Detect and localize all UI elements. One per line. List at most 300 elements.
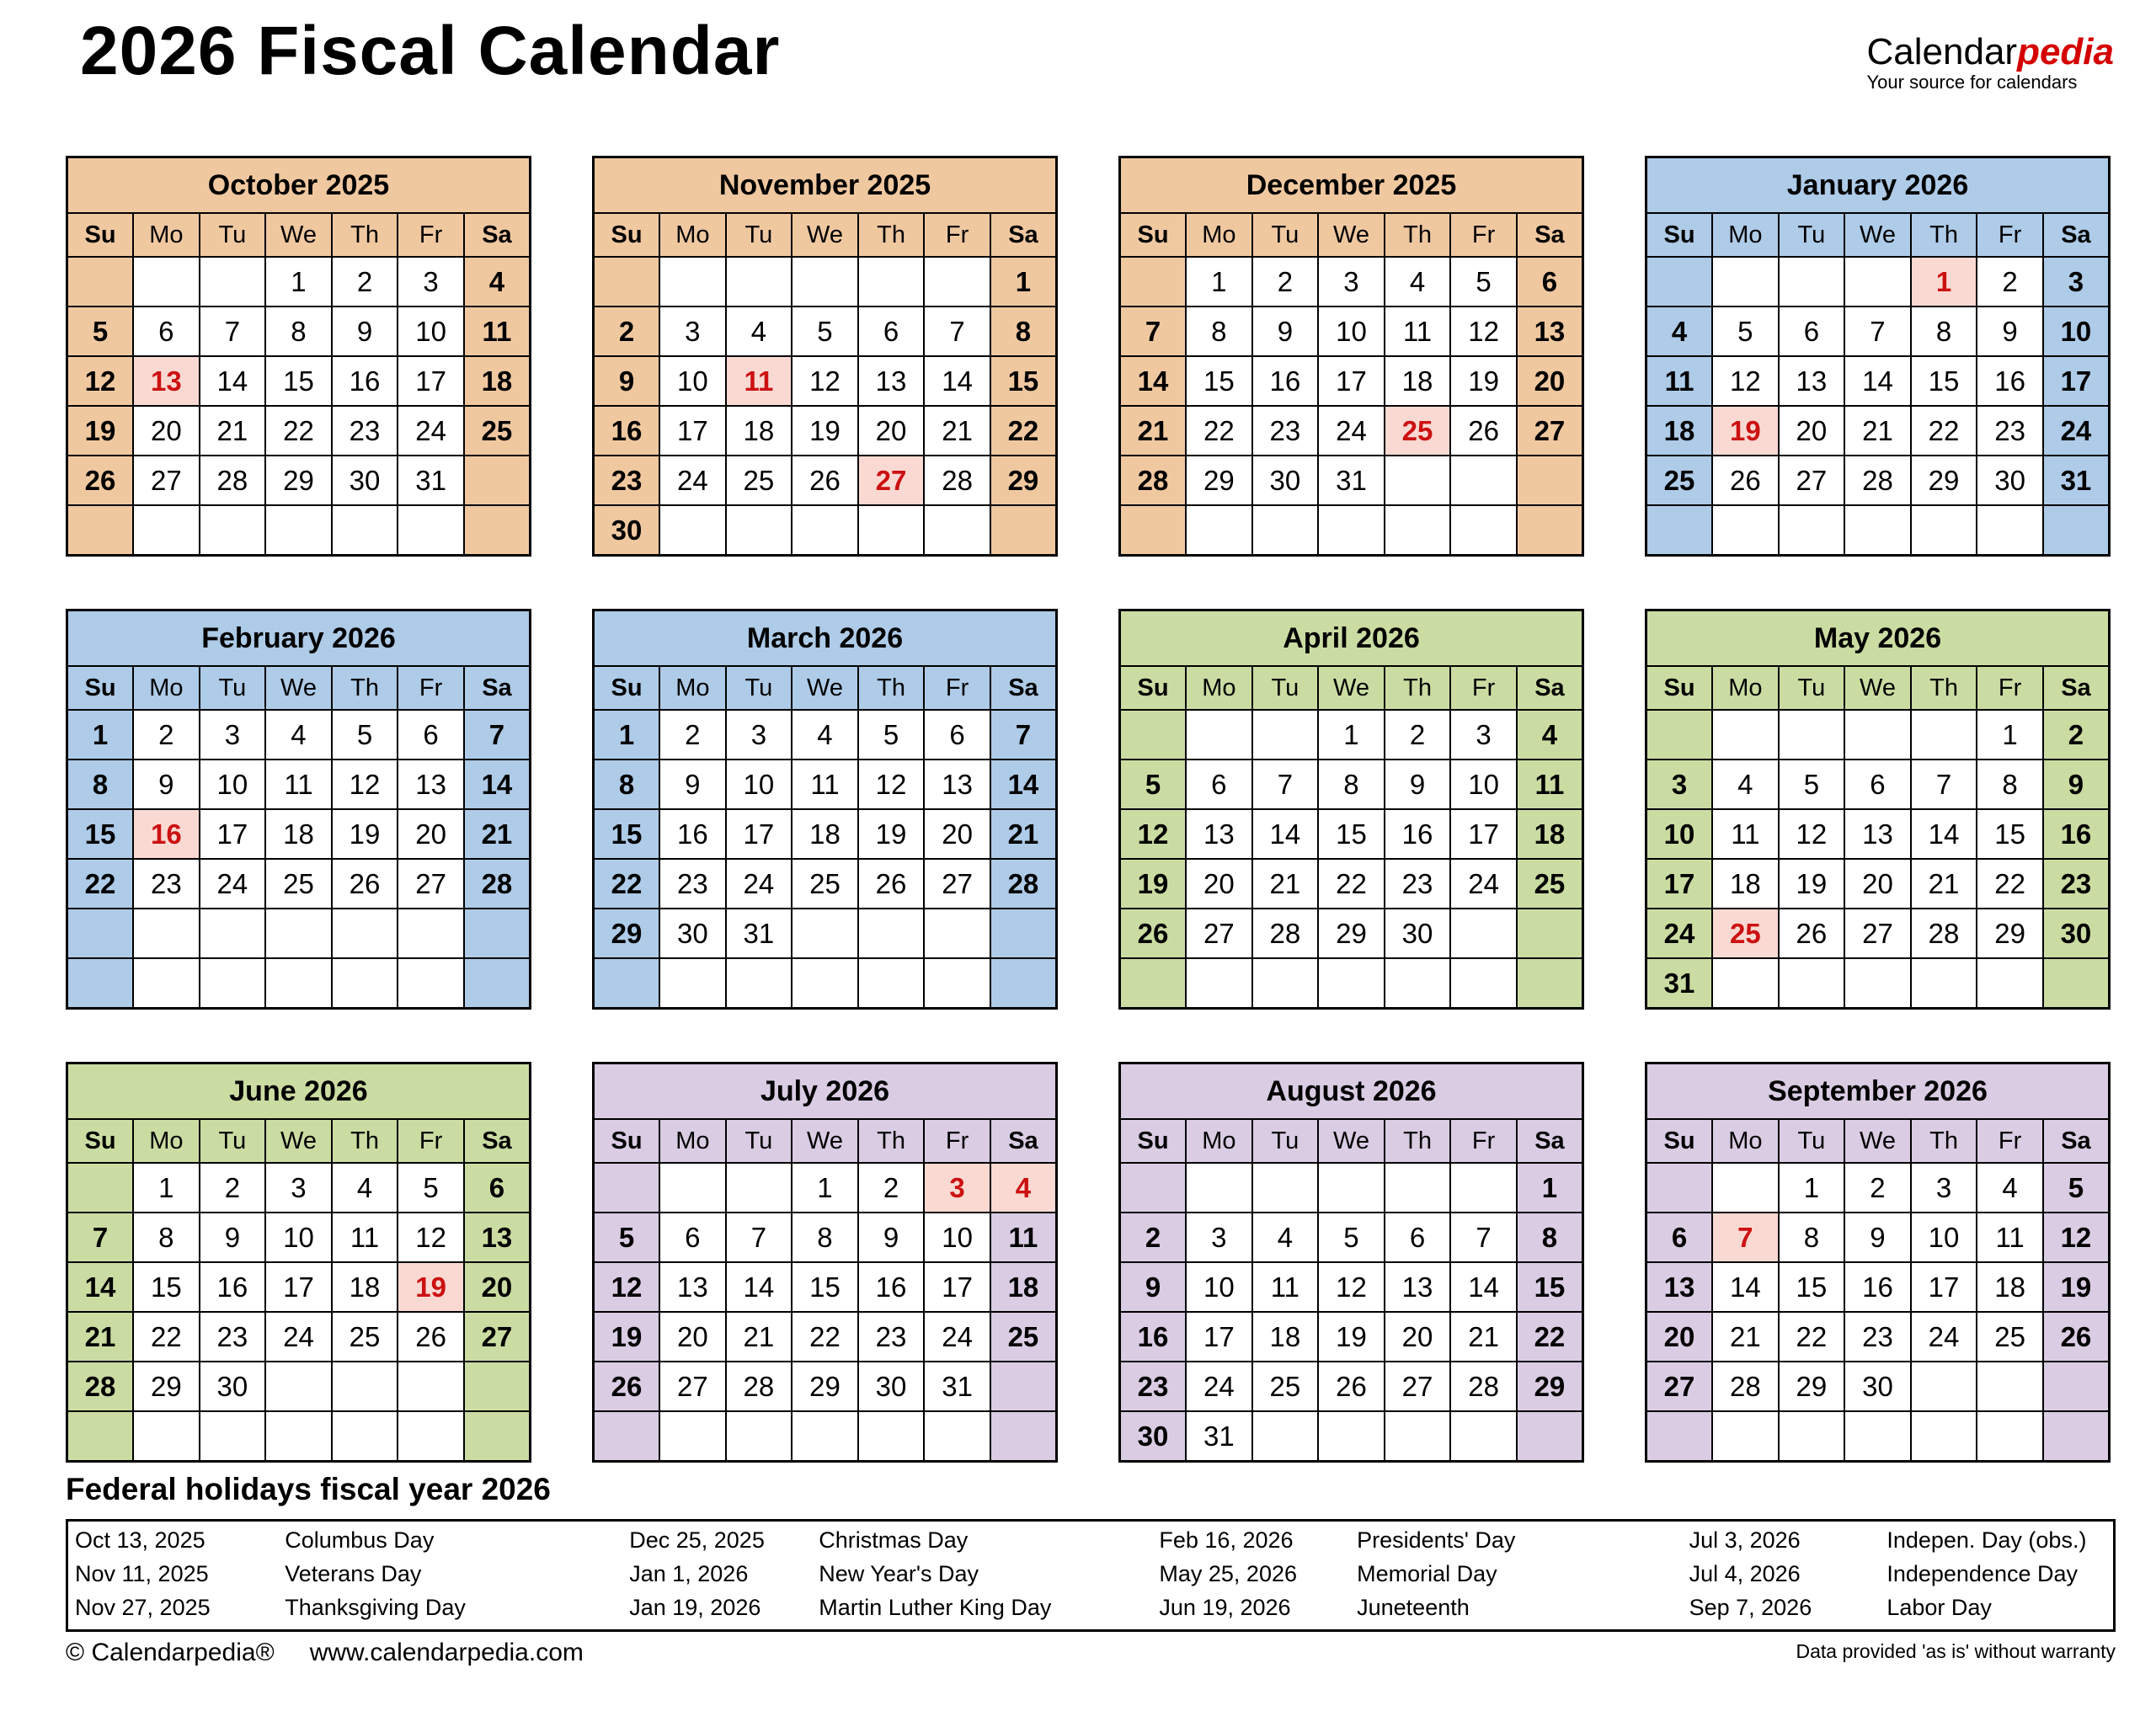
empty-day-cell bbox=[1318, 1411, 1385, 1462]
logo-brand-black: Calendar bbox=[1866, 31, 2018, 72]
week-row bbox=[594, 1312, 1057, 1362]
week-row bbox=[67, 1312, 531, 1362]
empty-day-cell bbox=[2043, 1362, 2110, 1411]
empty-day-cell bbox=[464, 456, 531, 505]
day-cell: 3 bbox=[726, 710, 792, 760]
day-cell: 18 bbox=[464, 356, 531, 406]
day-cell: 26 bbox=[2043, 1312, 2110, 1362]
day-cell: 15 bbox=[133, 1262, 200, 1312]
day-cell: 11 bbox=[726, 356, 792, 406]
empty-day-cell bbox=[1911, 1411, 1977, 1462]
week-row bbox=[1646, 859, 2110, 909]
month-title-row bbox=[67, 1063, 531, 1120]
empty-day-cell bbox=[67, 1163, 134, 1213]
day-cell: 9 bbox=[1120, 1262, 1187, 1312]
day-cell: 28 bbox=[1844, 456, 1911, 505]
weekday-we: We bbox=[792, 666, 858, 710]
month-body bbox=[1120, 257, 1583, 556]
week-row bbox=[67, 406, 531, 456]
day-cell: 18 bbox=[990, 1262, 1057, 1312]
week-row bbox=[1120, 1213, 1583, 1262]
day-cell: 7 bbox=[726, 1213, 792, 1262]
day-cell: 18 bbox=[1252, 1312, 1319, 1362]
empty-day-cell bbox=[659, 257, 726, 306]
empty-day-cell bbox=[858, 1411, 925, 1462]
day-cell: 13 bbox=[1646, 1262, 1713, 1312]
week-row bbox=[1120, 356, 1583, 406]
weekday-th: Th bbox=[332, 666, 398, 710]
day-cell: 19 bbox=[1318, 1312, 1385, 1362]
day-cell: 4 bbox=[1712, 760, 1779, 809]
empty-day-cell bbox=[464, 958, 531, 1009]
day-cell: 12 bbox=[594, 1262, 660, 1312]
weekday-su: Su bbox=[594, 666, 660, 710]
day-cell: 2 bbox=[332, 257, 398, 306]
week-row bbox=[594, 1163, 1057, 1213]
empty-day-cell bbox=[594, 1411, 660, 1462]
day-cell: 18 bbox=[1712, 859, 1779, 909]
holidays-title: Federal holidays fiscal year 2026 bbox=[66, 1472, 551, 1506]
month-title: April 2026 bbox=[1120, 610, 1583, 667]
day-cell: 9 bbox=[1844, 1213, 1911, 1262]
day-cell: 8 bbox=[990, 306, 1057, 356]
empty-day-cell bbox=[659, 505, 726, 556]
month-body bbox=[594, 1163, 1057, 1462]
day-cell: 20 bbox=[1517, 356, 1583, 406]
weekday-su: Su bbox=[594, 213, 660, 257]
weekday-header-row bbox=[67, 666, 531, 710]
empty-day-cell bbox=[659, 958, 726, 1009]
day-cell: 6 bbox=[924, 710, 990, 760]
empty-day-cell bbox=[1186, 958, 1252, 1009]
day-cell: 20 bbox=[1844, 859, 1911, 909]
weekday-su: Su bbox=[1120, 1119, 1187, 1163]
day-cell: 19 bbox=[2043, 1262, 2110, 1312]
empty-day-cell bbox=[1646, 710, 1713, 760]
day-cell: 14 bbox=[1911, 809, 1977, 859]
day-cell: 19 bbox=[1450, 356, 1517, 406]
weekday-tu: Tu bbox=[200, 1119, 266, 1163]
holiday-name: Juneteenth bbox=[1357, 1595, 1470, 1620]
day-cell: 9 bbox=[200, 1213, 266, 1262]
empty-day-cell bbox=[398, 909, 464, 958]
empty-day-cell bbox=[2043, 1411, 2110, 1462]
empty-day-cell bbox=[200, 958, 266, 1009]
weekday-fr: Fr bbox=[924, 213, 990, 257]
empty-day-cell bbox=[858, 505, 925, 556]
day-cell: 2 bbox=[1844, 1163, 1911, 1213]
weekday-we: We bbox=[265, 1119, 332, 1163]
empty-day-cell bbox=[398, 1411, 464, 1462]
day-cell: 19 bbox=[1712, 406, 1779, 456]
day-cell: 25 bbox=[265, 859, 332, 909]
day-cell: 28 bbox=[1712, 1362, 1779, 1411]
day-cell: 25 bbox=[464, 406, 531, 456]
day-cell: 22 bbox=[1517, 1312, 1583, 1362]
week-row bbox=[1646, 1312, 2110, 1362]
day-cell: 30 bbox=[1252, 456, 1319, 505]
day-cell: 7 bbox=[1252, 760, 1319, 809]
day-cell: 20 bbox=[1779, 406, 1845, 456]
week-row bbox=[1646, 909, 2110, 958]
day-cell: 15 bbox=[990, 356, 1057, 406]
day-cell: 11 bbox=[792, 760, 858, 809]
day-cell: 24 bbox=[659, 456, 726, 505]
day-cell: 8 bbox=[133, 1213, 200, 1262]
day-cell: 17 bbox=[200, 809, 266, 859]
day-cell: 28 bbox=[67, 1362, 134, 1411]
week-row bbox=[67, 760, 531, 809]
month-title: February 2026 bbox=[67, 610, 531, 667]
day-cell: 29 bbox=[1977, 909, 2043, 958]
holiday-date: Nov 27, 2025 bbox=[75, 1595, 211, 1620]
day-cell: 11 bbox=[1385, 306, 1451, 356]
month-calendar bbox=[66, 1062, 531, 1463]
copyright bbox=[66, 1639, 584, 1667]
day-cell: 16 bbox=[594, 406, 660, 456]
empty-day-cell bbox=[1450, 456, 1517, 505]
day-cell: 4 bbox=[1977, 1163, 2043, 1213]
day-cell: 8 bbox=[1911, 306, 1977, 356]
day-cell: 8 bbox=[792, 1213, 858, 1262]
week-row bbox=[67, 1163, 531, 1213]
day-cell: 17 bbox=[659, 406, 726, 456]
day-cell: 19 bbox=[1120, 859, 1187, 909]
month-calendar bbox=[1118, 156, 1584, 557]
day-cell: 22 bbox=[67, 859, 134, 909]
day-cell: 30 bbox=[1977, 456, 2043, 505]
day-cell: 21 bbox=[1252, 859, 1319, 909]
week-row bbox=[594, 1262, 1057, 1312]
day-cell: 6 bbox=[1517, 257, 1583, 306]
weekday-su: Su bbox=[67, 213, 134, 257]
day-cell: 23 bbox=[332, 406, 398, 456]
day-cell: 10 bbox=[265, 1213, 332, 1262]
holiday-name: Independence Day bbox=[1886, 1561, 2078, 1586]
empty-day-cell bbox=[332, 1362, 398, 1411]
weekday-mo: Mo bbox=[1712, 666, 1779, 710]
website-link[interactable]: www.calendarpedia.com bbox=[309, 1639, 584, 1666]
day-cell: 7 bbox=[464, 710, 531, 760]
day-cell: 16 bbox=[659, 809, 726, 859]
day-cell: 6 bbox=[133, 306, 200, 356]
weekday-fr: Fr bbox=[1977, 213, 2043, 257]
day-cell: 18 bbox=[1517, 809, 1583, 859]
day-cell: 22 bbox=[133, 1312, 200, 1362]
day-cell: 1 bbox=[1977, 710, 2043, 760]
holiday-date: Jul 3, 2026 bbox=[1689, 1527, 1801, 1553]
day-cell: 31 bbox=[1186, 1411, 1252, 1462]
day-cell: 25 bbox=[332, 1312, 398, 1362]
day-cell: 30 bbox=[2043, 909, 2110, 958]
day-cell: 12 bbox=[1120, 809, 1187, 859]
week-row bbox=[594, 356, 1057, 406]
day-cell: 31 bbox=[924, 1362, 990, 1411]
day-cell: 16 bbox=[858, 1262, 925, 1312]
week-row bbox=[67, 859, 531, 909]
day-cell: 18 bbox=[1646, 406, 1713, 456]
calendarpedia-logo[interactable] bbox=[1866, 31, 2114, 93]
holiday-date: Oct 13, 2025 bbox=[75, 1527, 205, 1553]
day-cell: 1 bbox=[792, 1163, 858, 1213]
empty-day-cell bbox=[1252, 1411, 1319, 1462]
day-cell: 12 bbox=[792, 356, 858, 406]
empty-day-cell bbox=[1646, 505, 1713, 556]
day-cell: 30 bbox=[200, 1362, 266, 1411]
weekday-tu: Tu bbox=[1779, 666, 1845, 710]
month-title-row bbox=[594, 157, 1057, 214]
holiday-date: Jun 19, 2026 bbox=[1159, 1595, 1291, 1620]
day-cell: 17 bbox=[726, 809, 792, 859]
day-cell: 26 bbox=[398, 1312, 464, 1362]
empty-day-cell bbox=[1517, 909, 1583, 958]
weekday-fr: Fr bbox=[1450, 213, 1517, 257]
day-cell: 2 bbox=[858, 1163, 925, 1213]
day-cell: 16 bbox=[2043, 809, 2110, 859]
weekday-we: We bbox=[265, 666, 332, 710]
day-cell: 24 bbox=[1318, 406, 1385, 456]
weekday-fr: Fr bbox=[924, 666, 990, 710]
empty-day-cell bbox=[726, 1163, 792, 1213]
week-row bbox=[1120, 760, 1583, 809]
day-cell: 26 bbox=[1450, 406, 1517, 456]
week-row bbox=[1646, 1213, 2110, 1262]
day-cell: 20 bbox=[1186, 859, 1252, 909]
day-cell: 3 bbox=[924, 1163, 990, 1213]
empty-day-cell bbox=[265, 1411, 332, 1462]
empty-day-cell bbox=[1450, 1163, 1517, 1213]
empty-day-cell bbox=[1120, 958, 1187, 1009]
holiday-name: Labor Day bbox=[1886, 1595, 1992, 1620]
day-cell: 22 bbox=[265, 406, 332, 456]
month-calendar bbox=[1645, 609, 2111, 1010]
day-cell: 13 bbox=[133, 356, 200, 406]
weekday-su: Su bbox=[594, 1119, 660, 1163]
day-cell: 3 bbox=[1911, 1163, 1977, 1213]
day-cell: 10 bbox=[1186, 1262, 1252, 1312]
empty-day-cell bbox=[464, 505, 531, 556]
weekday-mo: Mo bbox=[133, 666, 200, 710]
day-cell: 21 bbox=[1120, 406, 1187, 456]
empty-day-cell bbox=[594, 257, 660, 306]
day-cell: 7 bbox=[1911, 760, 1977, 809]
week-row bbox=[67, 456, 531, 505]
day-cell: 10 bbox=[924, 1213, 990, 1262]
day-cell: 21 bbox=[726, 1312, 792, 1362]
holiday-date: Feb 16, 2026 bbox=[1159, 1527, 1294, 1553]
day-cell: 11 bbox=[332, 1213, 398, 1262]
month-calendar bbox=[592, 156, 1058, 557]
week-row bbox=[1120, 306, 1583, 356]
day-cell: 17 bbox=[1318, 356, 1385, 406]
empty-day-cell bbox=[659, 1163, 726, 1213]
month-title-row bbox=[1646, 157, 2110, 214]
copyright-text: © Calendarpedia® bbox=[66, 1639, 275, 1666]
footer-row bbox=[66, 1639, 2116, 1667]
empty-day-cell bbox=[990, 958, 1057, 1009]
week-row bbox=[594, 760, 1057, 809]
day-cell: 18 bbox=[265, 809, 332, 859]
empty-day-cell bbox=[133, 257, 200, 306]
day-cell: 7 bbox=[990, 710, 1057, 760]
month-body bbox=[1120, 1163, 1583, 1462]
day-cell: 21 bbox=[200, 406, 266, 456]
weekday-tu: Tu bbox=[1252, 213, 1319, 257]
weekday-header-row bbox=[1646, 213, 2110, 257]
empty-day-cell bbox=[858, 257, 925, 306]
day-cell: 6 bbox=[659, 1213, 726, 1262]
empty-day-cell bbox=[1712, 505, 1779, 556]
day-cell: 17 bbox=[398, 356, 464, 406]
day-cell: 30 bbox=[1844, 1362, 1911, 1411]
month-title-row bbox=[594, 610, 1057, 667]
empty-day-cell bbox=[398, 958, 464, 1009]
day-cell: 27 bbox=[133, 456, 200, 505]
empty-day-cell bbox=[1712, 1411, 1779, 1462]
empty-day-cell bbox=[792, 505, 858, 556]
day-cell: 30 bbox=[858, 1362, 925, 1411]
day-cell: 10 bbox=[2043, 306, 2110, 356]
day-cell: 17 bbox=[1911, 1262, 1977, 1312]
empty-day-cell bbox=[1120, 505, 1187, 556]
weekday-we: We bbox=[265, 213, 332, 257]
day-cell: 3 bbox=[200, 710, 266, 760]
empty-day-cell bbox=[67, 909, 134, 958]
empty-day-cell bbox=[1911, 710, 1977, 760]
weekday-we: We bbox=[1318, 213, 1385, 257]
empty-day-cell bbox=[1911, 1362, 1977, 1411]
day-cell: 14 bbox=[200, 356, 266, 406]
holiday-name: Christmas Day bbox=[819, 1527, 969, 1553]
empty-day-cell bbox=[726, 958, 792, 1009]
week-row bbox=[1120, 710, 1583, 760]
empty-day-cell bbox=[1646, 1411, 1713, 1462]
weekday-we: We bbox=[1318, 666, 1385, 710]
weekday-mo: Mo bbox=[1186, 1119, 1252, 1163]
empty-day-cell bbox=[792, 257, 858, 306]
day-cell: 27 bbox=[1779, 456, 1845, 505]
month-title-row bbox=[67, 157, 531, 214]
week-row bbox=[1646, 257, 2110, 306]
day-cell: 25 bbox=[1252, 1362, 1319, 1411]
day-cell: 21 bbox=[1712, 1312, 1779, 1362]
day-cell: 15 bbox=[1517, 1262, 1583, 1312]
empty-day-cell bbox=[1385, 505, 1451, 556]
weekday-fr: Fr bbox=[1977, 666, 2043, 710]
weekday-th: Th bbox=[1911, 213, 1977, 257]
empty-day-cell bbox=[1712, 710, 1779, 760]
day-cell: 11 bbox=[464, 306, 531, 356]
day-cell: 16 bbox=[133, 809, 200, 859]
day-cell: 26 bbox=[67, 456, 134, 505]
weekday-th: Th bbox=[858, 213, 925, 257]
day-cell: 2 bbox=[594, 306, 660, 356]
day-cell: 10 bbox=[1911, 1213, 1977, 1262]
day-cell: 16 bbox=[1252, 356, 1319, 406]
week-row bbox=[1120, 859, 1583, 909]
empty-day-cell bbox=[265, 505, 332, 556]
day-cell: 2 bbox=[659, 710, 726, 760]
empty-day-cell bbox=[659, 1411, 726, 1462]
logo-tagline: Your source for calendars bbox=[1866, 72, 2078, 93]
empty-day-cell bbox=[1517, 505, 1583, 556]
day-cell: 18 bbox=[792, 809, 858, 859]
week-row bbox=[1646, 958, 2110, 1009]
weekday-sa: Sa bbox=[464, 666, 531, 710]
day-cell: 6 bbox=[858, 306, 925, 356]
day-cell: 5 bbox=[67, 306, 134, 356]
week-row bbox=[67, 1262, 531, 1312]
day-cell: 28 bbox=[200, 456, 266, 505]
month-title: November 2025 bbox=[594, 157, 1057, 214]
day-cell: 5 bbox=[1120, 760, 1187, 809]
week-row bbox=[1120, 1312, 1583, 1362]
holiday-date: Sep 7, 2026 bbox=[1689, 1595, 1812, 1620]
day-cell: 5 bbox=[594, 1213, 660, 1262]
empty-day-cell bbox=[1120, 710, 1187, 760]
day-cell: 3 bbox=[265, 1163, 332, 1213]
weekday-mo: Mo bbox=[1712, 1119, 1779, 1163]
day-cell: 24 bbox=[1186, 1362, 1252, 1411]
empty-day-cell bbox=[990, 1362, 1057, 1411]
day-cell: 10 bbox=[200, 760, 266, 809]
empty-day-cell bbox=[924, 505, 990, 556]
day-cell: 30 bbox=[594, 505, 660, 556]
day-cell: 24 bbox=[398, 406, 464, 456]
holiday-date: Dec 25, 2025 bbox=[629, 1527, 765, 1553]
weekday-mo: Mo bbox=[1186, 213, 1252, 257]
week-row bbox=[1120, 406, 1583, 456]
day-cell: 9 bbox=[133, 760, 200, 809]
day-cell: 23 bbox=[1977, 406, 2043, 456]
day-cell: 31 bbox=[2043, 456, 2110, 505]
week-row bbox=[594, 306, 1057, 356]
empty-day-cell bbox=[594, 958, 660, 1009]
day-cell: 24 bbox=[924, 1312, 990, 1362]
day-cell: 2 bbox=[1385, 710, 1451, 760]
holiday-name: Veterans Day bbox=[285, 1561, 422, 1586]
empty-day-cell bbox=[133, 505, 200, 556]
empty-day-cell bbox=[1186, 710, 1252, 760]
day-cell: 20 bbox=[464, 1262, 531, 1312]
day-cell: 10 bbox=[726, 760, 792, 809]
weekday-fr: Fr bbox=[924, 1119, 990, 1163]
day-cell: 3 bbox=[1186, 1213, 1252, 1262]
day-cell: 14 bbox=[1712, 1262, 1779, 1312]
day-cell: 10 bbox=[1450, 760, 1517, 809]
day-cell: 11 bbox=[1517, 760, 1583, 809]
empty-day-cell bbox=[1844, 505, 1911, 556]
day-cell: 22 bbox=[1318, 859, 1385, 909]
holiday-date: Jul 4, 2026 bbox=[1689, 1561, 1801, 1586]
weekday-header-row bbox=[1120, 1119, 1583, 1163]
weekday-tu: Tu bbox=[726, 213, 792, 257]
day-cell: 8 bbox=[594, 760, 660, 809]
empty-day-cell bbox=[200, 1411, 266, 1462]
day-cell: 1 bbox=[1517, 1163, 1583, 1213]
day-cell: 19 bbox=[1779, 859, 1845, 909]
empty-day-cell bbox=[464, 909, 531, 958]
empty-day-cell bbox=[726, 257, 792, 306]
day-cell: 13 bbox=[1186, 809, 1252, 859]
week-row bbox=[67, 1411, 531, 1462]
day-cell: 23 bbox=[133, 859, 200, 909]
day-cell: 10 bbox=[1318, 306, 1385, 356]
week-row bbox=[1120, 909, 1583, 958]
day-cell: 1 bbox=[265, 257, 332, 306]
empty-day-cell bbox=[1318, 1163, 1385, 1213]
weekday-tu: Tu bbox=[726, 666, 792, 710]
